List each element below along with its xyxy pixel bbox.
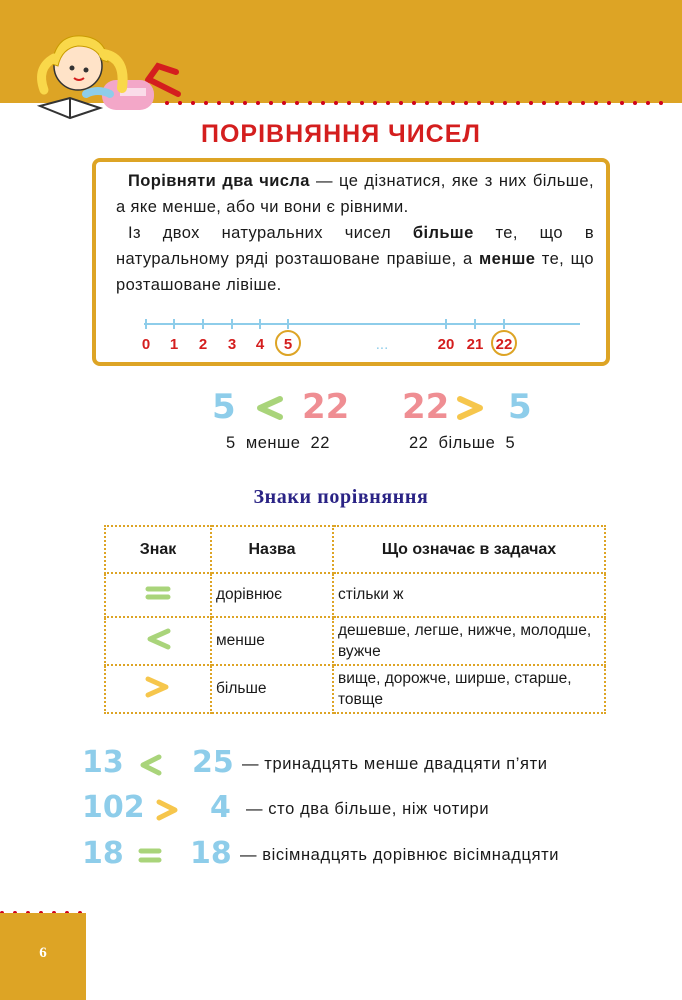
example-b: 18 [190, 836, 232, 871]
name-cell: більше [211, 665, 333, 713]
rule-part-c: те, що розташоване лівіше. [116, 250, 594, 294]
name-cell: менше [211, 617, 333, 665]
header-name: Назва [211, 526, 333, 573]
table-row [105, 617, 605, 665]
definition-term: Порівняти два числа [128, 172, 310, 190]
dot [646, 101, 650, 105]
dot [399, 101, 403, 105]
page-title: ПОРІВНЯННЯ ЧИСЕЛ [201, 120, 481, 148]
dot [542, 101, 546, 105]
header-sign: Знак [105, 526, 211, 573]
example-a: 13 [82, 745, 124, 780]
definition-text [116, 168, 594, 298]
dot [256, 101, 260, 105]
dot [347, 101, 351, 105]
dot [503, 101, 507, 105]
equals-sign-icon [137, 846, 163, 866]
table-row [105, 665, 605, 713]
dot [425, 101, 429, 105]
dot [321, 101, 325, 105]
dot [269, 101, 273, 105]
rule-part-b: те, що в натуральному ряді розташоване правіше, а [116, 224, 594, 268]
meaning-cell: стільки ж [333, 573, 605, 617]
dot [555, 101, 559, 105]
nl-label-21: 21 [466, 336, 484, 353]
dot [334, 101, 338, 105]
header-meaning: Що означає в задачах [333, 526, 605, 573]
cmp1-right: 22 [302, 387, 350, 427]
dot [412, 101, 416, 105]
example-text: — тринадцять менше двадцяти п’яти [242, 755, 548, 773]
name-cell: дорівнює [211, 573, 333, 617]
cmp1-caption: 5 менше 22 [226, 434, 330, 452]
nl-label-22: 22 [495, 336, 513, 353]
table-row [105, 573, 605, 617]
dot [451, 101, 455, 105]
less-than-sign-icon [137, 753, 163, 777]
dot [386, 101, 390, 105]
sign-cell [105, 665, 211, 713]
dot [295, 101, 299, 105]
example-row [82, 745, 642, 785]
nl-label-3: 3 [227, 336, 237, 353]
dot [620, 101, 624, 105]
greater-than-sign-icon [456, 395, 486, 421]
dot [568, 101, 572, 105]
nl-label-0: 0 [141, 336, 151, 353]
dot [594, 101, 598, 105]
dot [204, 101, 208, 105]
meaning-cell: дешевше, легше, нижче, молодше, вужче [333, 617, 605, 665]
greater-than-sign-icon [144, 675, 172, 699]
signs-title: Знаки порівняння [253, 486, 429, 508]
rule-bold-more: більше [412, 224, 474, 242]
example-row [82, 790, 642, 830]
number-line [140, 312, 582, 362]
dot [360, 101, 364, 105]
example-text: — вісімнадцять дорівнює вісімнадцяти [240, 846, 560, 864]
example-a: 102 [82, 790, 145, 825]
dot [191, 101, 195, 105]
cmp1-left: 5 [212, 387, 236, 427]
dot [230, 101, 234, 105]
example-b: 4 [210, 790, 231, 825]
nl-label-1: 1 [169, 336, 179, 353]
example-text: — сто два більше, ніж чотири [246, 800, 490, 818]
sign-cell [105, 573, 211, 617]
definition-rest: — це дізнатися, яке з них більше, а яке менше, або чи вони є рівними. [116, 172, 594, 216]
greater-than-sign-icon [155, 798, 181, 822]
dot [438, 101, 442, 105]
dot [633, 101, 637, 105]
cmp2-left: 22 [402, 387, 450, 427]
example-row [82, 836, 642, 876]
nl-label-5: 5 [283, 336, 293, 353]
dot [464, 101, 468, 105]
top-dotted-border [165, 101, 663, 105]
nl-label-4: 4 [255, 336, 265, 353]
meaning-cell: вище, дорожче, ширше, старше, товще [333, 665, 605, 713]
dot [308, 101, 312, 105]
dot [659, 101, 663, 105]
nl-label-2: 2 [198, 336, 208, 353]
sign-cell [105, 617, 211, 665]
dot [516, 101, 520, 105]
rule-bold-less: менше [479, 250, 536, 268]
dot [607, 101, 611, 105]
example-b: 25 [192, 745, 234, 780]
dot [477, 101, 481, 105]
nl-label-20: 20 [437, 336, 455, 353]
cmp2-caption: 22 більше 5 [409, 434, 516, 452]
rule-part-a: Із двох натуральних чисел [128, 224, 413, 242]
nl-ellipsis: ... [375, 336, 389, 353]
less-than-sign-icon [144, 627, 172, 651]
cmp2-right: 5 [508, 387, 532, 427]
dot [217, 101, 221, 105]
dot [282, 101, 286, 105]
equals-sign-icon [144, 583, 172, 603]
table-header-row [105, 526, 605, 573]
dot [373, 101, 377, 105]
dot [529, 101, 533, 105]
dot [581, 101, 585, 105]
girl-reading-illustration [30, 18, 190, 130]
less-than-sign-icon [254, 395, 284, 421]
example-a: 18 [82, 836, 124, 871]
comparison-signs-table [104, 525, 606, 714]
dot [490, 101, 494, 105]
page-number: 6 [39, 945, 47, 961]
dot [243, 101, 247, 105]
